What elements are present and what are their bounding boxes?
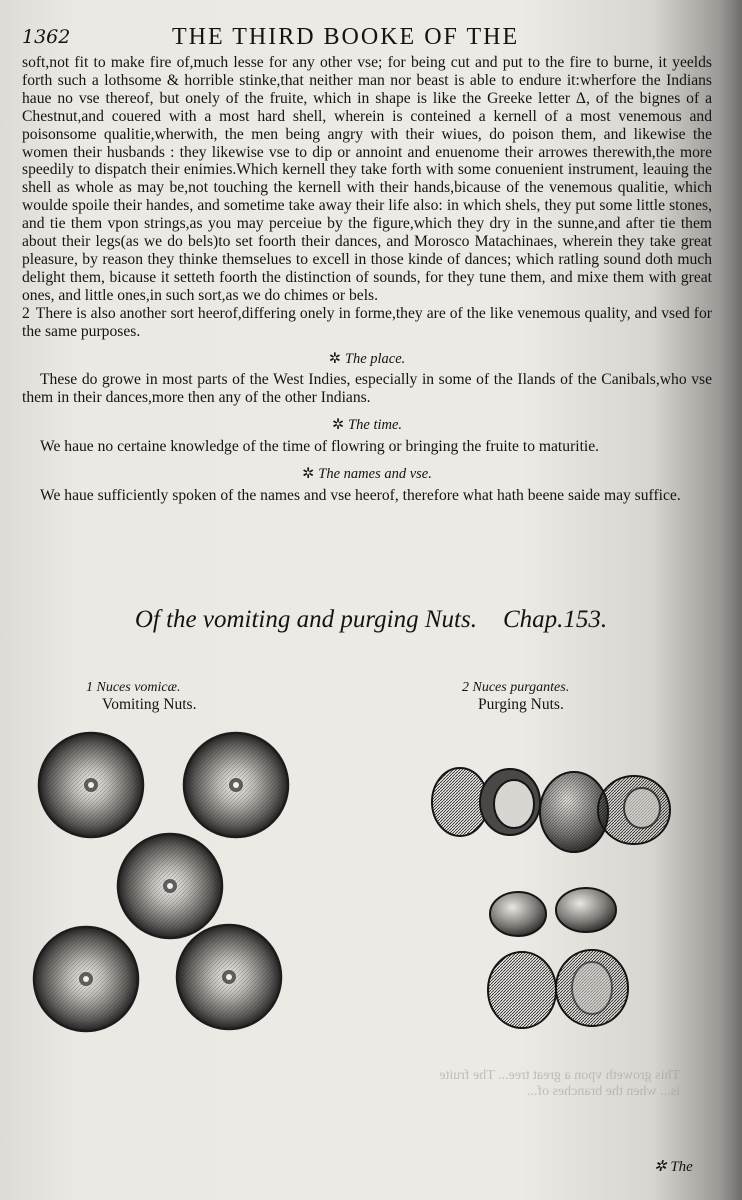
purging-nuts-woodcut (428, 762, 676, 1034)
figure-1-english: Vomiting Nuts. (102, 696, 197, 713)
time-text: We haue no certaine knowledge of the time of flowring or bringing the fruite to maturitie. (40, 438, 600, 456)
page-header (22, 24, 702, 54)
running-title: THE THIRD BOOKE OF THE (172, 24, 520, 50)
star-icon: ✲ (654, 1159, 667, 1175)
catchword: ✲ The (654, 1159, 693, 1175)
paragraph-2-number: 2 (22, 304, 30, 322)
figure-1-caption (86, 680, 196, 714)
figure-2-caption (462, 680, 569, 714)
paragraph-1: soft,not fit to make fire of,much lesse for any other vse; for being cut and put to the fire to burne, it yeelds forth such a lothsome & horrible stinke,that neither man nor beast is able to endure it:wherfore the Indians haue no vse thereof, but onely of the fruite, which in shape is like the Greeke letter Δ, of the bignes of a Chestnut,and couered with a most hard shell, wherein is conteined a kernell of a most venemous and poisonsome qualitie,wherwith, the men being angry with their wiues, do poison them, and likewise the women their husbands : they likewise vse to dip or annoint and enuenome their arrowes therewith,the more speedily to dispatch their enimies.Which kernell they take forth with some conuenient instrument, leauing the shell as whole as may be,not touching the kernell with their hands,bicause of the venemous qualitie, which woulde spoile their handes, and sometime take away their life also: in which shels, they put some little stones, and tie them vpon strings,as you may perceiue by the figure,which they dry in the sunne,and after tie them about their legs(as we do bels)to set foorth their dances, and Morosco Matachinaes, wherein they take great pleasure, by reason they thinke themselues to excell in those kinde of dances; which ratling sound doth much delight them, bicause it setteth foorth the distinction of sounds, for they tune them, and mixe them with great ones, and little ones,in such sort,as we do chimes or bels. (22, 54, 712, 304)
star-icon: ✲ (328, 350, 341, 367)
figure-2-latin: 2 Nuces purgantes. (462, 680, 570, 695)
star-icon: ✲ (331, 417, 345, 434)
chapter-title: Of the vomiting and purging Nuts. (134, 606, 477, 633)
paragraph-2-text: There is also another sort heerof,differing onely in forme,they are of the like venemous quality, and vsed for the same purposes. (22, 304, 712, 340)
star-icon: ✲ (302, 466, 315, 483)
chapter-number: Chap.153. (502, 606, 608, 633)
figure-1-latin: 1 Nuces vomicæ. (86, 680, 181, 695)
names-heading: ✲ The names and vse. (302, 466, 432, 483)
show-through-text: This groweth vpon a great tree... The fruite is... when the branches of... (439, 1068, 680, 1099)
chapter-heading (0, 606, 742, 634)
figure-2-english: Purging Nuts. (478, 696, 564, 713)
place-heading: ✲ The place. (328, 350, 406, 367)
place-text: These do growe in most parts of the West Indies, especially in some of the Ilands of the Canibals,who vse them in their dances,more then any of the other Indians. (22, 371, 712, 407)
page-number: 1362 (22, 26, 71, 48)
names-text: We haue sufficiently spoken of the names and vse heerof, therefore what hath beene saide may suffice. (40, 486, 681, 504)
time-heading: ✲ The time. (331, 417, 403, 434)
body-text (22, 54, 712, 505)
paragraph-2 (22, 305, 712, 341)
vomiting-nuts-woodcut (28, 728, 298, 1068)
